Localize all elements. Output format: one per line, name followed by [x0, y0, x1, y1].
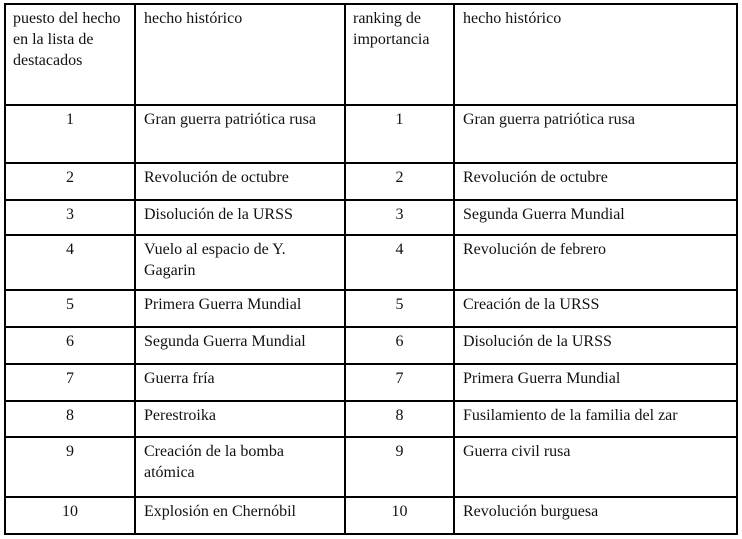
header-ranking: ranking de importancia [345, 4, 454, 105]
puesto-cell: 7 [5, 364, 135, 401]
table-row [5, 200, 737, 235]
hecho-a-cell: Creación de la bomba atómica [135, 437, 345, 497]
ranking-cell: 7 [345, 364, 454, 401]
table-row [5, 163, 737, 200]
hecho-a-cell: Explosión en Chernóbil [135, 497, 345, 534]
hecho-b-cell: Revolución de octubre [454, 163, 737, 200]
table-row [5, 364, 737, 401]
hecho-b-cell: Fusilamiento de la familia del zar [454, 401, 737, 437]
ranking-cell: 1 [345, 105, 454, 163]
ranking-cell: 2 [345, 163, 454, 200]
hecho-b-cell: Revolución de febrero [454, 235, 737, 290]
puesto-cell: 3 [5, 200, 135, 235]
historical-events-table [4, 3, 738, 535]
table-row [5, 497, 737, 534]
hecho-a-cell: Disolución de la URSS [135, 200, 345, 235]
ranking-cell: 8 [345, 401, 454, 437]
hecho-a-cell: Revolución de octubre [135, 163, 345, 200]
hecho-a-cell: Segunda Guerra Mundial [135, 327, 345, 364]
ranking-cell: 9 [345, 437, 454, 497]
hecho-b-cell: Creación de la URSS [454, 290, 737, 327]
table-row [5, 401, 737, 437]
ranking-cell: 4 [345, 235, 454, 290]
table-row [5, 105, 737, 163]
hecho-b-cell: Primera Guerra Mundial [454, 364, 737, 401]
hecho-a-cell: Guerra fría [135, 364, 345, 401]
header-puesto: puesto del hecho en la lista de destacados [5, 4, 135, 105]
hecho-b-cell: Guerra civil rusa [454, 437, 737, 497]
table-row [5, 327, 737, 364]
ranking-cell: 3 [345, 200, 454, 235]
table-row [5, 437, 737, 497]
ranking-cell: 6 [345, 327, 454, 364]
hecho-b-cell: Gran guerra patriótica rusa [454, 105, 737, 163]
hecho-b-cell: Disolución de la URSS [454, 327, 737, 364]
puesto-cell: 9 [5, 437, 135, 497]
puesto-cell: 4 [5, 235, 135, 290]
header-hecho-a: hecho histórico [135, 4, 345, 105]
hecho-b-cell: Revolución burguesa [454, 497, 737, 534]
table-row [5, 235, 737, 290]
puesto-cell: 1 [5, 105, 135, 163]
puesto-cell: 5 [5, 290, 135, 327]
puesto-cell: 2 [5, 163, 135, 200]
puesto-cell: 10 [5, 497, 135, 534]
ranking-cell: 10 [345, 497, 454, 534]
table-row [5, 290, 737, 327]
hecho-a-cell: Perestroika [135, 401, 345, 437]
puesto-cell: 6 [5, 327, 135, 364]
ranking-cell: 5 [345, 290, 454, 327]
hecho-b-cell: Segunda Guerra Mundial [454, 200, 737, 235]
hecho-a-cell: Vuelo al espacio de Y. Gagarin [135, 235, 345, 290]
hecho-a-cell: Primera Guerra Mundial [135, 290, 345, 327]
header-hecho-b: hecho histórico [454, 4, 737, 105]
header-row [5, 4, 737, 105]
hecho-a-cell: Gran guerra patriótica rusa [135, 105, 345, 163]
puesto-cell: 8 [5, 401, 135, 437]
